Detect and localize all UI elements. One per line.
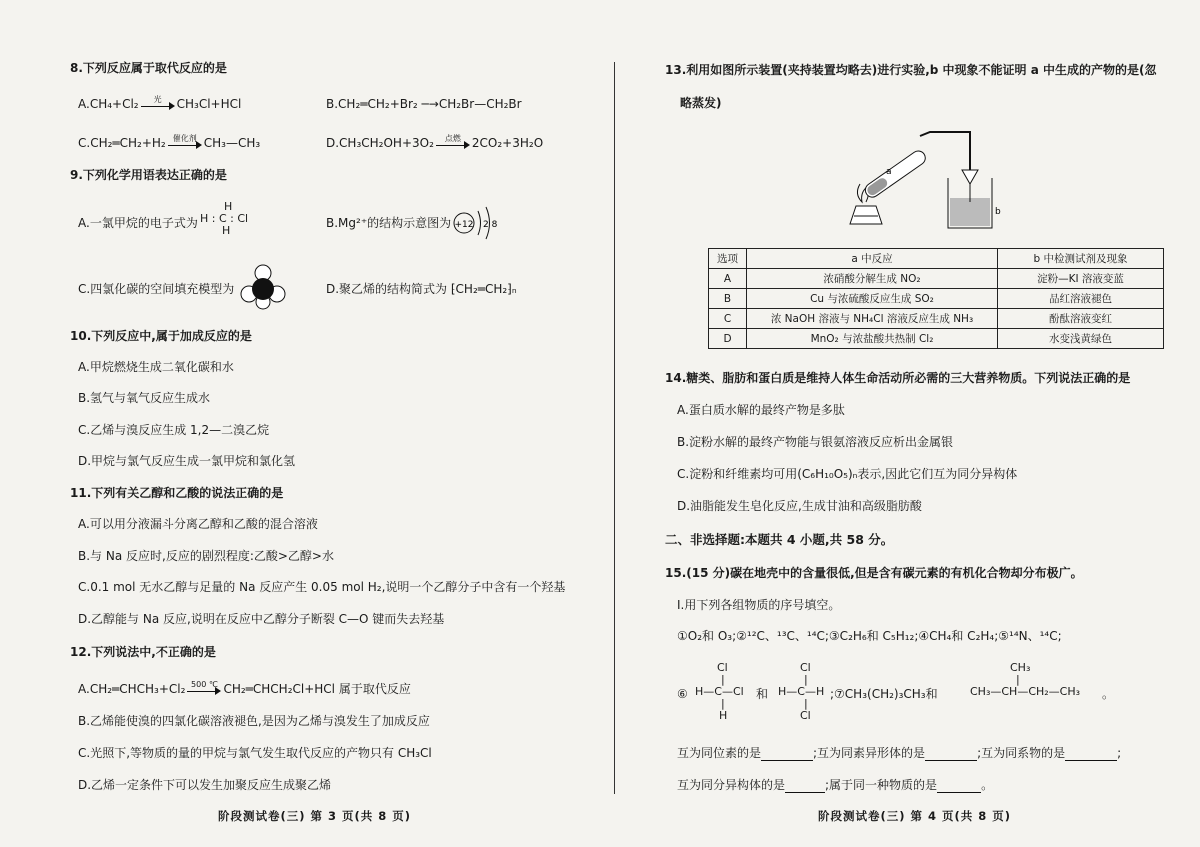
- q15-fill-line-1: 互为同位素的是 ;互为同素异形体的是 ;互为同系物的是 ;: [677, 746, 1122, 760]
- q15-item6-prefix: ⑥: [677, 687, 688, 701]
- section-2-heading: 二、非选择题:本题共 4 小题,共 58 分。: [665, 532, 894, 547]
- q8-option-d: D.CH₃CH₂OH+3O₂ 点燃 2CO₂+3H₂O: [326, 133, 544, 150]
- q9-stem: 9.下列化学用语表达正确的是: [70, 168, 227, 182]
- q10-option-b: B.氢气与氧气反应生成水: [78, 391, 211, 405]
- answer-blank[interactable]: [1065, 748, 1117, 761]
- q12-option-a: A.CH₂═CHCH₃+Cl₂ 500 ℃ CH₂═CHCH₂Cl+HCl 属于取代反应: [78, 679, 411, 696]
- table-header: 选项: [709, 249, 747, 269]
- q8-option-a: A.CH₄+Cl₂ 光 CH₃Cl+HCl: [78, 94, 242, 111]
- q10-option-d: D.甲烷与氯气反应生成一氯甲烷和氯化氢: [78, 454, 296, 468]
- right-page-footer: 阶段测试卷(三) 第 4 页(共 8 页): [818, 809, 1012, 823]
- q9-option-a: A.一氯甲烷的电子式为: [78, 216, 198, 230]
- reaction-arrow-icon: 催化剂: [168, 138, 202, 150]
- q14-stem: 14.糖类、脂肪和蛋白质是维持人体生命活动所必需的三大营养物质。下列说法正确的是: [665, 371, 1131, 385]
- dichloromethane-structure-1: Cl | H—C—Cl | H: [695, 661, 744, 722]
- dichloromethane-structure-2: Cl | H—C—H | Cl: [778, 661, 825, 722]
- q15-fill-line-2: 互为同分异构体的是 ;属于同一种物质的是 。: [677, 778, 994, 792]
- svg-text:b: b: [995, 207, 1001, 217]
- chloromethane-electron-formula: H H : C : Cl H: [200, 200, 249, 237]
- q11-option-b: B.与 Na 反应时,反应的剧烈程度:乙酸>乙醇>水: [78, 549, 334, 563]
- space-filling-model-diagram: [240, 264, 286, 310]
- q15-item7-text: ;⑦CH₃(CH₂)₃CH₃和: [830, 687, 938, 701]
- mg-ion-structure-diagram: [452, 203, 498, 243]
- left-page-footer: 阶段测试卷(三) 第 3 页(共 8 页): [218, 809, 412, 823]
- q15-item7-end: 。: [1102, 687, 1115, 701]
- q10-option-c: C.乙烯与溴反应生成 1,2—二溴乙烷: [78, 423, 270, 437]
- q14-option-c: C.淀粉和纤维素均可用(C₆H₁₀O₅)ₙ表示,因此它们互为同分异构体: [677, 467, 1018, 481]
- page-divider: [614, 62, 615, 794]
- table-row: B Cu 与浓硫酸反应生成 SO₂ 品红溶液褪色: [709, 289, 1164, 309]
- table-row: A 浓硝酸分解生成 NO₂ 淀粉—KI 溶液变蓝: [709, 269, 1164, 289]
- experiment-apparatus-diagram: [840, 122, 1010, 234]
- answer-blank[interactable]: [937, 780, 981, 793]
- q12-stem: 12.下列说法中,不正确的是: [70, 645, 216, 659]
- q9-option-d: D.聚乙烯的结构简式为 ⁅CH₂═CH₂⁆ₙ: [326, 282, 517, 296]
- q11-stem: 11.下列有关乙醇和乙酸的说法正确的是: [70, 486, 284, 500]
- reaction-arrow-icon: 500 ℃: [187, 684, 221, 696]
- table-header: a 中反应: [747, 249, 998, 269]
- svg-text:a: a: [886, 167, 892, 177]
- q15-item6-and: 和: [756, 687, 769, 701]
- table-row: C 浓 NaOH 溶液与 NH₄Cl 溶液反应生成 NH₃ 酚酞溶液变红: [709, 309, 1164, 329]
- q9-option-b: B.Mg²⁺的结构示意图为: [326, 216, 452, 230]
- q13-stem-line2: 略蒸发): [680, 96, 722, 110]
- answer-blank[interactable]: [761, 748, 813, 761]
- q14-option-b: B.淀粉水解的最终产物能与银氨溶液反应析出金属银: [677, 435, 954, 449]
- q12-option-d: D.乙烯一定条件下可以发生加聚反应生成聚乙烯: [78, 778, 332, 792]
- q9-option-c: C.四氯化碳的空间填充模型为: [78, 282, 235, 296]
- q12-option-b: B.乙烯能使溴的四氯化碳溶液褪色,是因为乙烯与溴发生了加成反应: [78, 714, 430, 728]
- q15-stem: 15.(15 分)碳在地壳中的含量很低,但是含有碳元素的有机化合物却分布极广。: [665, 566, 1083, 580]
- q13-options-table: [708, 248, 1164, 349]
- answer-blank[interactable]: [925, 748, 977, 761]
- table-header: b 中检测试剂及现象: [998, 249, 1164, 269]
- answer-blank[interactable]: [785, 780, 825, 793]
- reaction-arrow-icon: 光: [141, 99, 175, 111]
- q8-option-b: B.CH₂═CH₂+Br₂ ─→CH₂Br—CH₂Br: [326, 97, 522, 111]
- svg-text:2 8: 2 8: [483, 220, 498, 230]
- q8-stem: 8.下列反应属于取代反应的是: [70, 61, 227, 75]
- q11-option-a: A.可以用分液漏斗分离乙醇和乙酸的混合溶液: [78, 517, 318, 531]
- q15-part1: Ⅰ.用下列各组物质的序号填空。: [677, 598, 841, 612]
- q13-stem-line1: 13.利用如图所示装置(夹持装置均略去)进行实验,b 中现象不能证明 a 中生成的产物的是(忽: [665, 63, 1157, 77]
- q11-option-d: D.乙醇能与 Na 反应,说明在反应中乙醇分子断裂 C—O 键而失去羟基: [78, 612, 445, 626]
- q14-option-d: D.油脂能发生皂化反应,生成甘油和高级脂肪酸: [677, 499, 922, 513]
- svg-text:+12: +12: [454, 220, 474, 230]
- table-row: D MnO₂ 与浓盐酸共热制 Cl₂ 水变浅黄绿色: [709, 329, 1164, 349]
- q14-option-a: A.蛋白质水解的最终产物是多肽: [677, 403, 845, 417]
- q11-option-c: C.0.1 mol 无水乙醇与足量的 Na 反应产生 0.05 mol H₂,说明一个乙醇分子中含有一个羟基: [78, 580, 566, 594]
- reaction-arrow-icon: 点燃: [436, 138, 470, 150]
- q12-option-c: C.光照下,等物质的量的甲烷与氯气发生取代反应的产物只有 CH₃Cl: [78, 746, 432, 760]
- q8-option-c: C.CH₂═CH₂+H₂ 催化剂 CH₃—CH₃: [78, 133, 261, 150]
- table-header-row: [709, 249, 1164, 269]
- q15-items: ①O₂和 O₃;②¹²C、¹³C、¹⁴C;③C₂H₆和 C₅H₁₂;④CH₄和 C₂H₄;⑤¹⁴N、¹⁴C;: [677, 629, 1062, 643]
- q10-option-a: A.甲烷燃烧生成二氧化碳和水: [78, 360, 234, 374]
- isopentane-structure: CH₃ | CH₃—CH—CH₂—CH₃: [970, 661, 1081, 698]
- q10-stem: 10.下列反应中,属于加成反应的是: [70, 329, 252, 343]
